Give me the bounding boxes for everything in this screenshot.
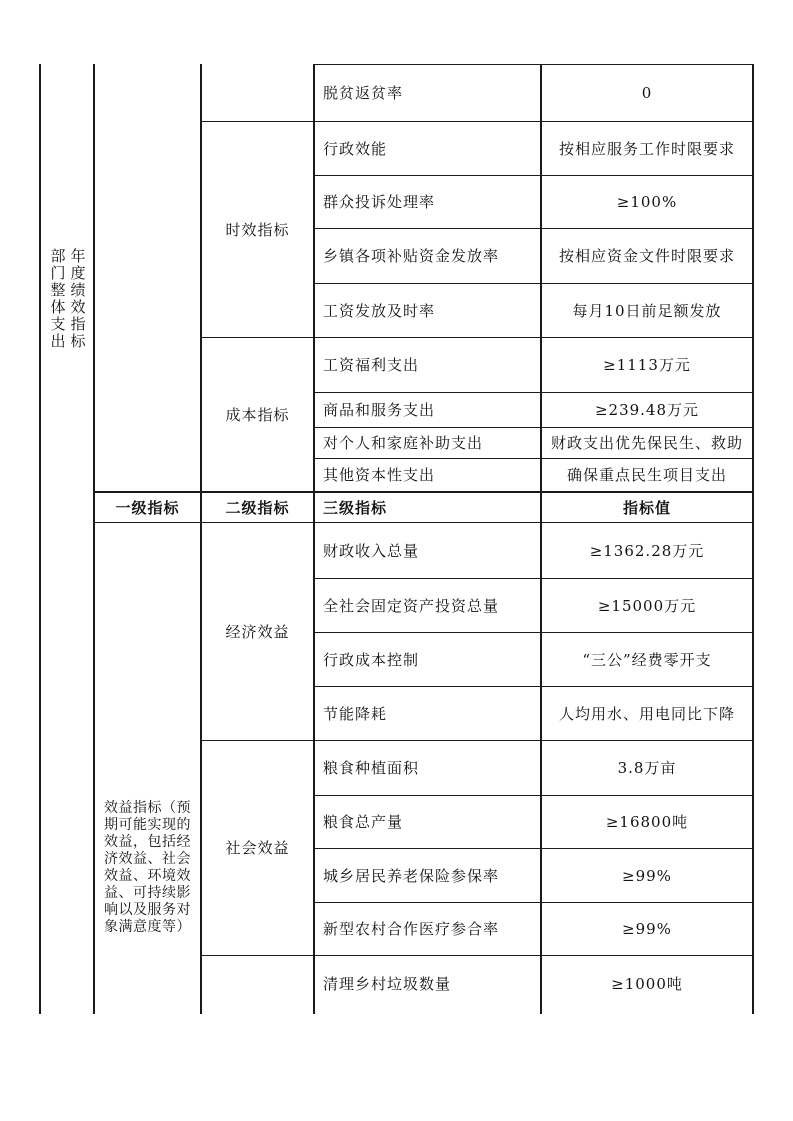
section-label-annual-performance-indicators: 年度绩效指标 [70,247,86,350]
indicator-row: 行政效能 [323,139,388,158]
indicator-value: ≥1362.28万元 [589,541,705,560]
indicator-row: 节能降耗 [323,704,388,723]
indicator-value: 人均用水、用电同比下降 [558,704,735,723]
indicator-value: 按相应资金文件时限要求 [558,247,735,265]
indicator-row: 全社会固定资产投资总量 [323,596,500,615]
indicator-value: ≥1113万元 [603,356,691,374]
indicator-value: 财政支出优先保民生、救助 [550,434,743,452]
header-level3-indicator: 三级指标 [323,498,388,517]
indicator-row: 粮食种植面积 [323,759,420,777]
indicator-value: 3.8万亩 [617,759,677,777]
header-level2-indicator: 二级指标 [225,498,290,517]
indicator-value: ≥15000万元 [597,596,697,615]
indicator-row: 其他资本性支出 [323,466,436,484]
indicator-value: ≥1000吨 [611,975,683,993]
indicator-row: 城乡居民养老保险参保率 [323,866,500,885]
indicator-row: 工资福利支出 [323,356,420,374]
subcategory-cost: 成本指标 [225,405,290,424]
indicator-value: 确保重点民生项目支出 [566,466,727,484]
header-indicator-value: 指标值 [622,498,671,517]
indicator-row: 新型农村合作医疗参合率 [323,920,500,938]
indicator-value: ≥100% [616,193,678,211]
subcategory-social-benefit: 社会效益 [225,839,290,857]
indicator-row: 商品和服务支出 [323,401,436,419]
category-benefit-indicators: 效益指标（预期可能实现的效益，包括经济效益、社会效益、环境效益、可持续影响以及服务对象满意度等） [104,800,191,935]
indicator-row: 清理乡村垃圾数量 [323,975,452,993]
section-label-dept-overall-expenditure: 部门整体支出 [50,247,66,350]
indicator-row: 群众投诉处理率 [323,193,436,211]
subcategory-economic-benefit: 经济效益 [225,622,290,641]
indicator-row: 粮食总产量 [323,813,404,831]
indicator-value: ≥99% [622,920,672,938]
indicator-row: 对个人和家庭补助支出 [323,434,484,452]
indicator-row: 工资发放及时率 [323,301,436,320]
value-poverty-return-rate: 0 [641,84,653,102]
indicator-row: 财政收入总量 [323,541,420,560]
indicator-value: 每月10日前足额发放 [572,301,722,320]
indicator-value: 按相应服务工作时限要求 [558,139,735,158]
indicator-value: ≥16800吨 [605,813,689,831]
header-level1-indicator: 一级指标 [115,498,180,517]
subcategory-timeliness: 时效指标 [225,220,290,239]
indicator-value: ≥239.48万元 [594,401,700,419]
indicator-poverty-return-rate: 脱贫返贫率 [323,84,404,102]
indicator-value: “三公”经费零开支 [582,650,712,669]
indicator-value: ≥99% [622,866,672,885]
indicator-row: 行政成本控制 [323,650,420,669]
indicator-row: 乡镇各项补贴资金发放率 [323,247,500,265]
